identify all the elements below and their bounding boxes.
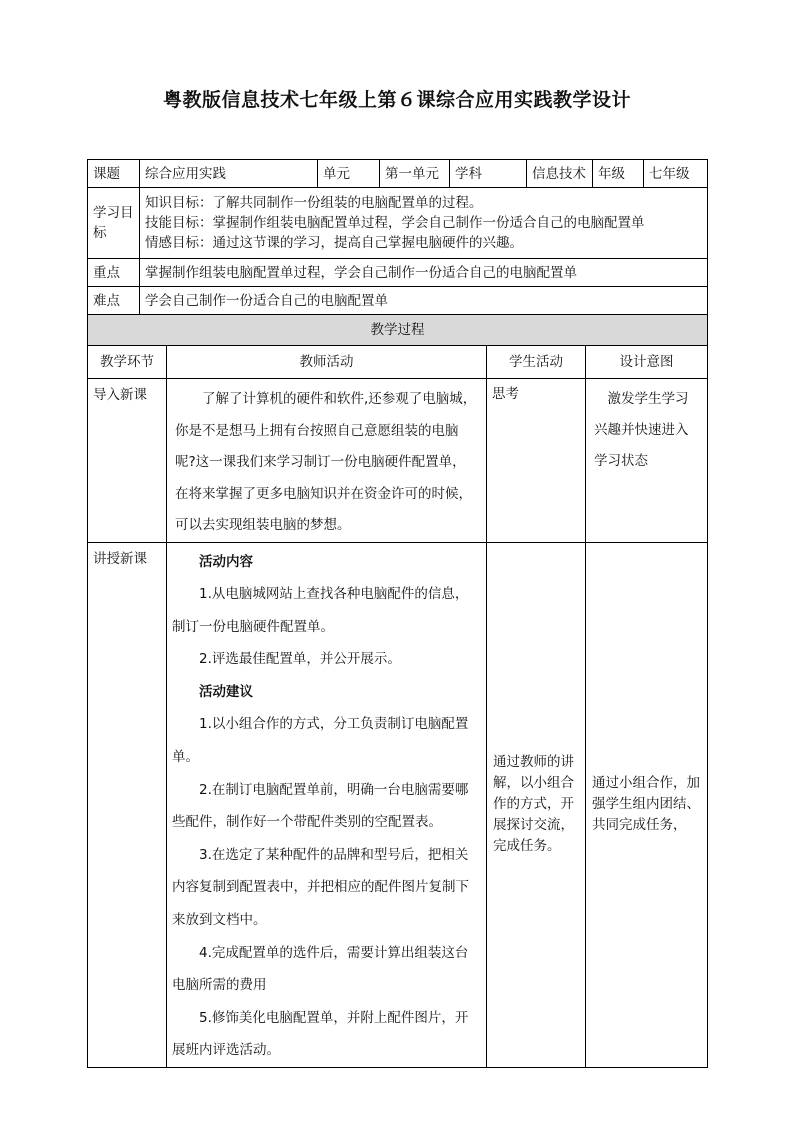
grade-label: 年级 (593, 160, 644, 188)
header-step: 教学环节 (88, 346, 167, 379)
document-title: 粤教版信息技术七年级上第６课综合应用实践教学设计 (162, 89, 631, 111)
intro-row (88, 379, 708, 543)
skill-goal: 技能目标：掌握制作组装电脑配置单过程，学会自己制作一份适合自己的电脑配置单 (145, 215, 645, 231)
header-student: 学生活动 (487, 346, 586, 379)
intro-step: 导入新课 (88, 379, 167, 543)
unit-label: 单元 (318, 160, 380, 188)
teach-teacher (167, 542, 487, 1068)
process-header-row (88, 346, 708, 379)
teach-student: 通过教师的讲解，以小组合作的方式，开展探讨交流，完成任务。 (487, 542, 586, 1068)
difficulty-text: 学会自己制作一份适合自己的电脑配置单 (140, 287, 708, 315)
info-row (88, 160, 708, 188)
header-teacher: 教师活动 (167, 346, 487, 379)
advice-item-4: 4.完成配置单的选件后，需要计算出组装这台电脑所需的费用 (172, 944, 469, 994)
emotion-goal: 情感目标：通过这节课的学习，提高自己掌握电脑硬件的兴趣。 (145, 235, 523, 251)
unit-value: 第一单元 (380, 160, 450, 188)
key-point-label: 重点 (88, 259, 140, 287)
teach-step: 讲授新课 (88, 542, 167, 1068)
intro-intent: 激发学生学习兴趣并快速进入学习状态 (586, 379, 708, 543)
goals-label: 学习目标 (88, 188, 140, 259)
advice-item-3: 3.在选定了某种配件的品牌和型号后，把相关内容复制到配置表中，并把相应的配件图片复制下来放到文档中。 (172, 846, 469, 929)
teach-row (88, 542, 708, 1068)
intro-teacher-text: 了解了计算机的硬件和软件,还参观了电脑城，你是不是想马上拥有台按照自己意愿组装的电脑呢?这一课我们来学习制订一份电脑硬件配置单，在将来掌握了更多电脑知识并在资金许可的时候，可以去实现组装电脑的梦想。 (175, 391, 477, 533)
teach-intent: 通过小组合作，加强学生组内团结、共同完成任务， (586, 542, 708, 1068)
process-title-row (88, 315, 708, 346)
lesson-plan-table (87, 159, 708, 1068)
content-heading: 活动内容 (199, 553, 253, 570)
knowledge-goal: 知识目标：了解共同制作一份组装的电脑配置单的过程。 (145, 195, 483, 211)
content-item-2: 2.评选最佳配置单，并公开展示。 (199, 651, 401, 668)
key-point-text: 掌握制作组装电脑配置单过程，学会自己制作一份适合自己的电脑配置单 (140, 259, 708, 287)
header-intent: 设计意图 (586, 346, 708, 379)
grade-value: 七年级 (644, 160, 708, 188)
intro-student: 思考 (487, 379, 586, 543)
subject-value: 信息技术 (527, 160, 593, 188)
topic-value: 综合应用实践 (140, 160, 318, 188)
difficulty-label: 难点 (88, 287, 140, 315)
key-point-row (88, 259, 708, 287)
advice-item-1: 1.以小组合作的方式，分工负责制订电脑配置单。 (172, 716, 469, 766)
advice-heading: 活动建议 (199, 683, 253, 700)
intro-teacher (167, 379, 487, 543)
advice-item-2: 2.在制订电脑配置单前，明确一台电脑需要哪些配件，制作好一个带配件类别的空配置表。 (172, 781, 469, 831)
difficulty-row (88, 287, 708, 315)
content-item-1: 1.从电脑城网站上查找各种电脑配件的信息，制订一份电脑硬件配置单。 (172, 586, 469, 635)
goals-content (140, 188, 708, 259)
process-title: 教学过程 (88, 315, 708, 346)
advice-item-5: 5.修饰美化电脑配置单，并附上配件图片，开展班内评选活动。 (172, 1009, 469, 1059)
topic-label: 课题 (88, 160, 140, 188)
goals-row (88, 188, 708, 259)
subject-label: 学科 (450, 160, 527, 188)
